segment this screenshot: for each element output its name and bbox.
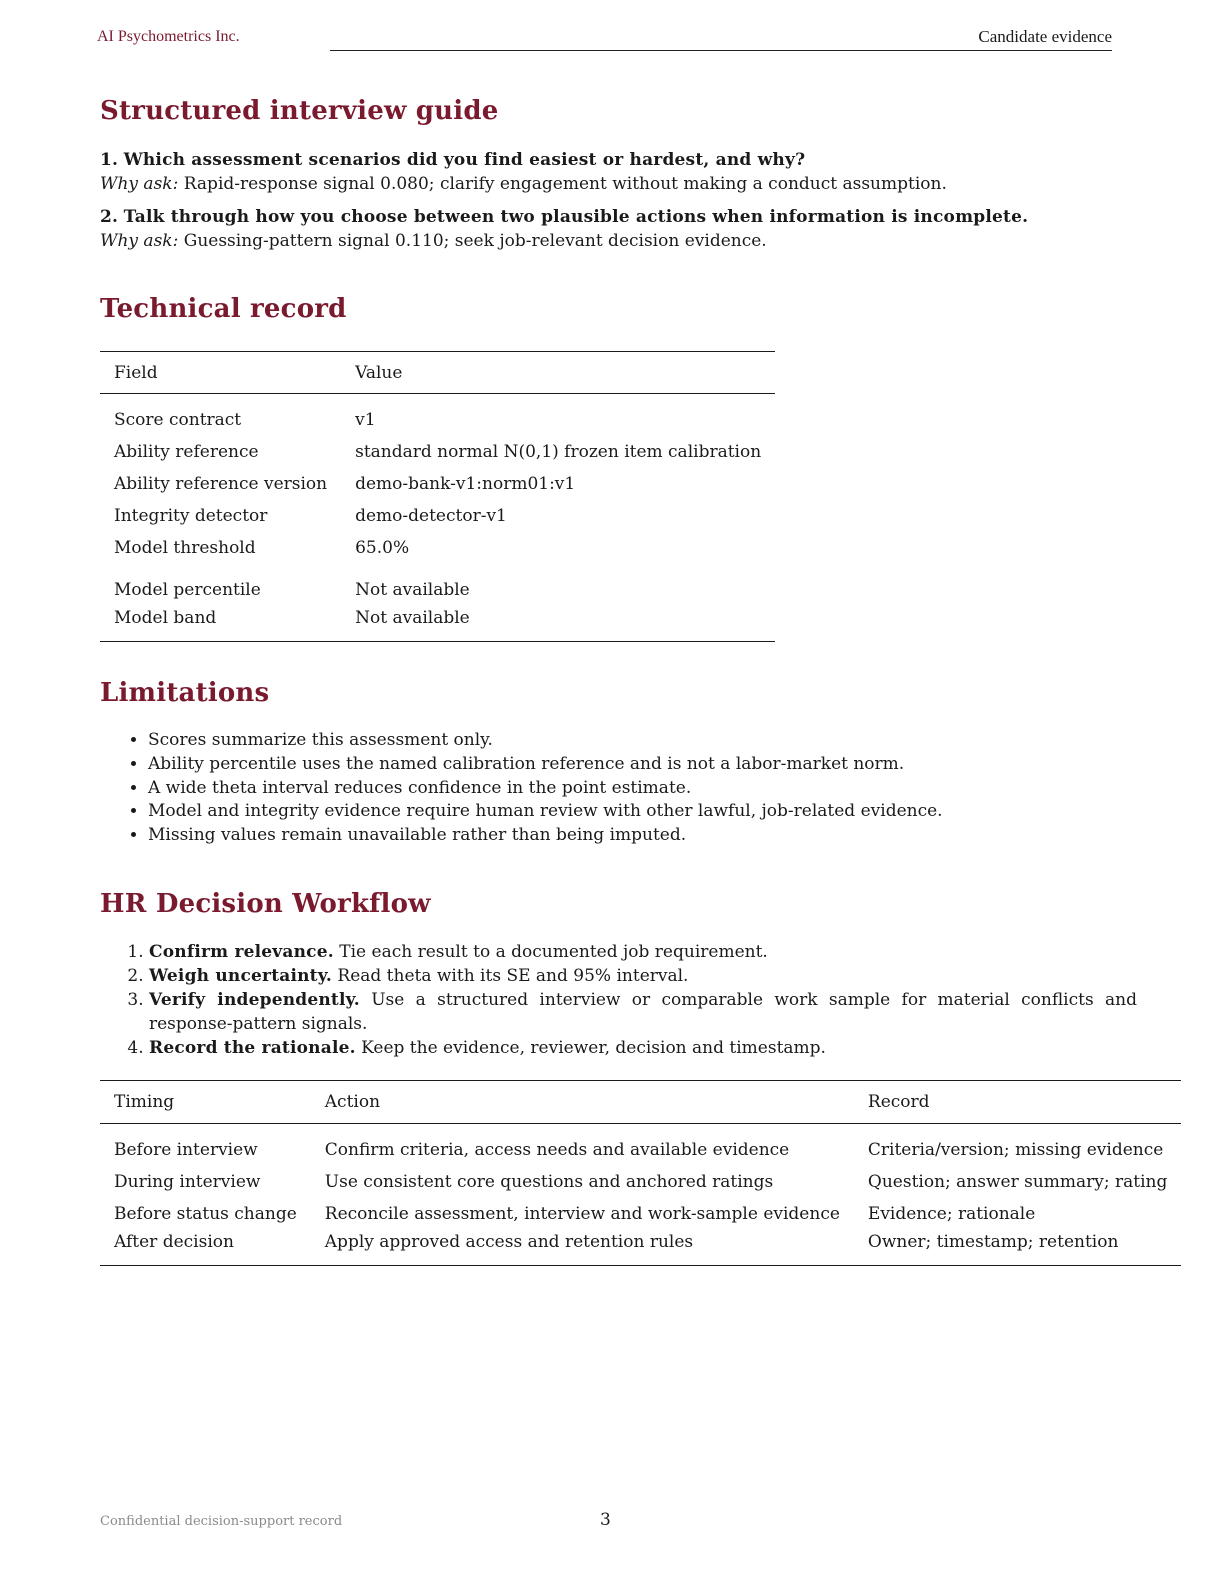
brand-name: AI Psychometrics Inc. (97, 28, 240, 45)
column-header: Value (355, 362, 403, 383)
step-text: Use a structured interview or comparable work sample for material conflicts and response-pattern signals. (149, 990, 1137, 1034)
action-cell: Reconcile assessment, interview and work-sample evidence (324, 1203, 840, 1224)
value-cell: demo-detector-v1 (355, 505, 507, 526)
record-cell: Evidence; rationale (867, 1203, 1036, 1224)
column-header: Action (324, 1092, 381, 1112)
timing-cell: During interview (114, 1171, 261, 1192)
action-cell: Apply approved access and retention rules (324, 1231, 694, 1252)
table-header-row (100, 1081, 1181, 1124)
page-number: 3 (600, 1510, 611, 1530)
why-ask-text: Rapid-response signal 0.080; clarify engagement without making a conduct assumption. (183, 174, 947, 194)
record-cell: Criteria/version; missing evidence (867, 1139, 1164, 1160)
table-row (100, 606, 775, 642)
workflow-steps (124, 940, 1137, 1060)
column-header: Field (114, 362, 158, 383)
list-item: • A wide theta interval reduces confidence in the point estimate. (148, 777, 943, 801)
question-number: 2. (100, 207, 119, 227)
action-cell: Use consistent core questions and anchored ratings (324, 1171, 774, 1192)
workflow-table (100, 1080, 1181, 1266)
step-title: Confirm relevance. (149, 942, 334, 962)
field-cell: Model band (114, 607, 217, 628)
value-cell: Not available (355, 607, 470, 628)
value-cell: demo-bank-v1:norm01:v1 (355, 473, 576, 494)
header-rule (330, 50, 1112, 51)
column-header: Timing (114, 1092, 175, 1112)
running-header (0, 26, 1224, 56)
record-cell: Question; answer summary; rating (867, 1171, 1168, 1192)
list-item: • Ability percentile uses the named calibration reference and is not a labor-market norm. (148, 753, 943, 777)
table-row (100, 1124, 1181, 1166)
list-item: • Missing values remain unavailable rather than being imputed. (148, 824, 943, 848)
field-cell: Ability reference version (114, 473, 328, 494)
field-cell: Ability reference (114, 441, 259, 462)
step-title: Record the rationale. (149, 1038, 356, 1058)
table-row (100, 1198, 1181, 1230)
section-heading-interview: Structured interview guide (100, 96, 499, 126)
question-text: Talk through how you choose between two plausible actions when information is incomplete. (123, 207, 1029, 227)
table-row (100, 1166, 1181, 1198)
list-item (149, 1036, 1137, 1060)
why-ask-text: Guessing-pattern signal 0.110; seek job-relevant decision evidence. (183, 231, 767, 251)
interview-question (100, 148, 1162, 196)
section-heading-workflow: HR Decision Workflow (100, 889, 431, 919)
list-item: • Model and integrity evidence require human review with other lawful, job-related evidence. (148, 800, 943, 824)
question-text: Which assessment scenarios did you find easiest or hardest, and why? (123, 150, 806, 170)
list-item (149, 940, 1137, 964)
field-cell: Model percentile (114, 579, 261, 600)
column-header: Record (867, 1092, 930, 1112)
header-section-label: Candidate evidence (978, 27, 1112, 46)
table-row (100, 532, 775, 564)
interview-question (100, 205, 1162, 253)
list-item: • Scores summarize this assessment only. (148, 729, 943, 753)
why-ask-label: Why ask: (100, 231, 179, 251)
step-text: Keep the evidence, reviewer, decision and timestamp. (361, 1038, 826, 1058)
table-row (100, 564, 775, 606)
field-cell: Integrity detector (114, 505, 268, 526)
technical-record-table (100, 351, 775, 642)
record-cell: Owner; timestamp; retention (867, 1231, 1119, 1252)
footer-confidential-label: Confidential decision-support record (100, 1514, 343, 1529)
section-heading-technical: Technical record (100, 294, 347, 324)
table-row (100, 436, 775, 468)
value-cell: 65.0% (355, 537, 410, 558)
table-row (100, 394, 775, 436)
section-heading-limitations: Limitations (100, 678, 270, 708)
table-row (100, 1230, 1181, 1266)
why-ask-label: Why ask: (100, 174, 179, 194)
table-header-row (100, 352, 775, 394)
timing-cell: After decision (114, 1231, 234, 1252)
value-cell: v1 (355, 409, 376, 430)
table-row (100, 500, 775, 532)
step-text: Tie each result to a documented job requirement. (339, 942, 768, 962)
timing-cell: Before interview (114, 1139, 258, 1160)
timing-cell: Before status change (114, 1203, 297, 1224)
table-row (100, 468, 775, 500)
action-cell: Confirm criteria, access needs and available evidence (324, 1139, 790, 1160)
value-cell: standard normal N(0,1) frozen item calibration (355, 441, 762, 462)
step-text: Read theta with its SE and 95% interval. (337, 966, 689, 986)
step-title: Verify independently. (149, 990, 360, 1010)
value-cell: Not available (355, 579, 470, 600)
field-cell: Score contract (114, 409, 242, 430)
step-title: Weigh uncertainty. (149, 966, 332, 986)
list-item (149, 988, 1137, 1036)
field-cell: Model threshold (114, 537, 256, 558)
limitations-list (124, 729, 943, 848)
list-item (149, 964, 1137, 988)
question-number: 1. (100, 150, 119, 170)
